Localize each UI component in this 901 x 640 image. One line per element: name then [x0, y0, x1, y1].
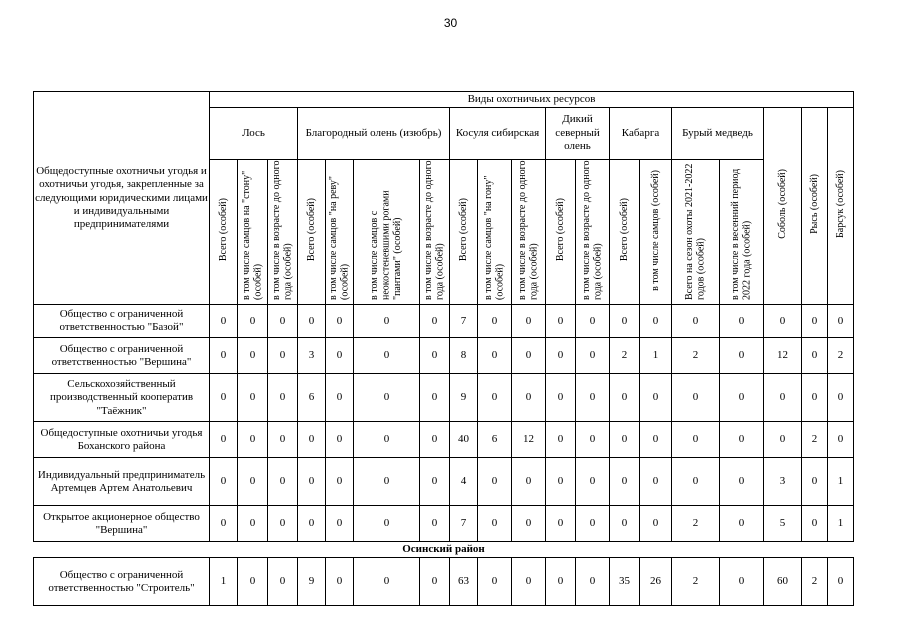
col-barsuk: Барсук (особей) — [828, 108, 854, 305]
table-cell: 0 — [326, 305, 354, 338]
table-cell: 0 — [764, 422, 802, 458]
table-cell: 0 — [512, 558, 546, 606]
table-cell: 35 — [610, 558, 640, 606]
table-cell: 2 — [802, 558, 828, 606]
table-cell: 2 — [802, 422, 828, 458]
sub-kosulya-total: Всего (особей) — [450, 160, 478, 305]
sub-los-samcy: в том числе самцов на "стону" (особей) — [238, 160, 268, 305]
page-number: 30 — [443, 16, 458, 30]
sub-kabarga-total: Всего (особей) — [610, 160, 640, 305]
table-cell: 0 — [354, 338, 420, 374]
table-cell: 0 — [720, 374, 764, 422]
table-cell: 0 — [610, 458, 640, 506]
table-cell: 0 — [210, 305, 238, 338]
table-cell: 63 — [450, 558, 478, 606]
table-cell: 0 — [512, 305, 546, 338]
table-cell: 0 — [478, 558, 512, 606]
table-cell: 0 — [298, 422, 326, 458]
table-cell: 0 — [326, 422, 354, 458]
sub-olen-total: Всего (особей) — [298, 160, 326, 305]
table-cell: 0 — [512, 458, 546, 506]
table-cell: 0 — [238, 422, 268, 458]
table-cell: 0 — [326, 338, 354, 374]
table-cell: 0 — [420, 338, 450, 374]
sub-medved-sezon: Всего на сезон охоты 2021-2022 годов (особей) — [672, 160, 720, 305]
table-cell: 0 — [326, 506, 354, 542]
table-cell: 6 — [478, 422, 512, 458]
table-cell: 9 — [450, 374, 478, 422]
table-cell: 0 — [420, 558, 450, 606]
table-cell: 0 — [640, 374, 672, 422]
table-cell: 2 — [672, 338, 720, 374]
table-cell: 0 — [210, 338, 238, 374]
table-cell: 0 — [238, 338, 268, 374]
table-cell: 0 — [828, 558, 854, 606]
table-cell: 0 — [576, 558, 610, 606]
table-cell: 0 — [720, 558, 764, 606]
group-dikiy-olen: Дикий северный олень — [546, 108, 610, 160]
table-cell: 12 — [764, 338, 802, 374]
table-cell: 40 — [450, 422, 478, 458]
group-kosulya: Косуля сибирская — [450, 108, 546, 160]
table-cell: 2 — [828, 338, 854, 374]
table-cell: 2 — [610, 338, 640, 374]
table-cell: 0 — [610, 374, 640, 422]
table-cell: 2 — [672, 506, 720, 542]
table-cell: 0 — [268, 458, 298, 506]
table-cell: 26 — [640, 558, 672, 606]
sub-olen-do-goda: в том числе в возрасте до одного года (особей) — [420, 160, 450, 305]
table-cell: 0 — [546, 558, 576, 606]
org-name: Индивидуальный предприниматель Артемцев Артем Анатольевич — [34, 458, 210, 506]
table-cell: 3 — [764, 458, 802, 506]
table-cell: 0 — [828, 422, 854, 458]
table-cell: 0 — [576, 422, 610, 458]
table-cell: 0 — [720, 305, 764, 338]
table-cell: 0 — [720, 338, 764, 374]
org-name: Общедоступные охотничьи угодья Боханского района — [34, 422, 210, 458]
sub-olen-panty: в том числе самцов с неокостеневшими рогами "пантами" (особей) — [354, 160, 420, 305]
sub-medved-vesna: в том числе в весенний период 2022 года (особей) — [720, 160, 764, 305]
table-cell: 1 — [640, 338, 672, 374]
table-cell: 0 — [576, 458, 610, 506]
table-cell: 1 — [828, 506, 854, 542]
table-cell: 0 — [238, 305, 268, 338]
region-heading: Осинский район — [402, 543, 485, 556]
table-cell: 0 — [354, 422, 420, 458]
table-cell: 0 — [546, 458, 576, 506]
org-name: Общество с ограниченной ответственностью "Строитель" — [34, 558, 210, 606]
table-cell: 0 — [720, 458, 764, 506]
table-cell: 0 — [238, 374, 268, 422]
table-cell: 0 — [512, 506, 546, 542]
table-cell: 0 — [238, 558, 268, 606]
group-medved: Бурый медведь — [672, 108, 764, 160]
table-cell: 0 — [672, 305, 720, 338]
table-cell: 0 — [802, 506, 828, 542]
table-cell: 0 — [210, 374, 238, 422]
table-cell: 60 — [764, 558, 802, 606]
table-cell: 0 — [238, 458, 268, 506]
table-cell: 0 — [672, 374, 720, 422]
table-cell: 0 — [546, 506, 576, 542]
group-olen: Благородный олень (изюбрь) — [298, 108, 450, 160]
col-rys: Рысь (особей) — [802, 108, 828, 305]
table-cell: 7 — [450, 305, 478, 338]
table-cell: 1 — [210, 558, 238, 606]
table-cell: 0 — [610, 506, 640, 542]
table-cell: 0 — [764, 374, 802, 422]
group-kabarga: Кабарга — [610, 108, 672, 160]
table-cell: 3 — [298, 338, 326, 374]
table-row — [34, 558, 854, 606]
table-cell: 0 — [420, 374, 450, 422]
table-row — [34, 338, 854, 374]
table-cell: 0 — [298, 305, 326, 338]
org-name: Открытое акционерное общество "Вершина" — [34, 506, 210, 542]
table-cell: 0 — [672, 458, 720, 506]
table-cell: 0 — [610, 305, 640, 338]
table-cell: 0 — [478, 374, 512, 422]
sub-olen-revu: в том числе самцов "на реву" (особей) — [326, 160, 354, 305]
table-cell: 0 — [268, 374, 298, 422]
sub-los-do-goda: в том числе в возрасте до одного года (особей) — [268, 160, 298, 305]
table-cell: 0 — [478, 338, 512, 374]
table-cell: 0 — [576, 374, 610, 422]
table-row — [34, 374, 854, 422]
table-cell: 4 — [450, 458, 478, 506]
table-cell: 0 — [326, 458, 354, 506]
table-cell: 0 — [210, 458, 238, 506]
sub-kosulya-gonu: в том числе самцов "на гону" (особей) — [478, 160, 512, 305]
table-cell: 0 — [546, 374, 576, 422]
table-cell: 0 — [420, 506, 450, 542]
table-cell: 0 — [546, 338, 576, 374]
table-cell: 8 — [450, 338, 478, 374]
table-cell: 6 — [298, 374, 326, 422]
table-cell: 0 — [478, 305, 512, 338]
table-cell: 0 — [828, 305, 854, 338]
table-cell: 0 — [828, 374, 854, 422]
table-cell: 0 — [672, 422, 720, 458]
org-name: Общество с ограниченной ответственностью "Вершина" — [34, 338, 210, 374]
table-cell: 12 — [512, 422, 546, 458]
org-name: Общество с ограниченной ответственностью "Базой" — [34, 305, 210, 338]
table-cell: 0 — [764, 305, 802, 338]
table-cell: 0 — [576, 506, 610, 542]
table-cell: 0 — [546, 305, 576, 338]
table-cell: 0 — [640, 506, 672, 542]
table-cell: 0 — [420, 422, 450, 458]
table-cell: 7 — [450, 506, 478, 542]
table-cell: 0 — [640, 422, 672, 458]
table-cell: 0 — [326, 374, 354, 422]
table-row — [34, 422, 854, 458]
col-sobol: Соболь (особей) — [764, 108, 802, 305]
group-los: Лось — [210, 108, 298, 160]
table-cell: 0 — [298, 506, 326, 542]
resources-title: Виды охотничьих ресурсов — [210, 92, 854, 108]
table-cell: 0 — [210, 506, 238, 542]
table-cell: 0 — [478, 458, 512, 506]
table-row — [34, 458, 854, 506]
table-cell: 0 — [268, 305, 298, 338]
sub-los-total: Всего (особей) — [210, 160, 238, 305]
table-cell: 0 — [720, 422, 764, 458]
table-cell: 0 — [720, 506, 764, 542]
sub-kabarga-samcy: в том числе самцов (особей) — [640, 160, 672, 305]
table-cell: 0 — [354, 374, 420, 422]
sub-dikiy-do-goda: в том числе в возрасте до одного года (особей) — [576, 160, 610, 305]
table-cell: 0 — [326, 558, 354, 606]
org-column-header: Общедоступные охотничьи угодья и охотничьи угодья, закрепленные за следующими юридическими лицами и индивидуальными предпринимателями — [34, 92, 210, 305]
table-row — [34, 305, 854, 338]
table-cell: 0 — [802, 338, 828, 374]
sub-kosulya-do-goda: в том числе в возрасте до одного года (особей) — [512, 160, 546, 305]
sub-dikiy-total: Всего (особей) — [546, 160, 576, 305]
table-cell: 0 — [354, 506, 420, 542]
table-cell: 0 — [512, 338, 546, 374]
org-name: Сельскохозяйственный производственный кооператив "Таёжник" — [34, 374, 210, 422]
table-cell: 0 — [268, 506, 298, 542]
table-cell: 0 — [210, 422, 238, 458]
table-cell: 0 — [478, 506, 512, 542]
table-cell: 0 — [802, 305, 828, 338]
table-cell: 0 — [238, 506, 268, 542]
table-cell: 0 — [354, 558, 420, 606]
table-cell: 0 — [576, 305, 610, 338]
table-cell: 0 — [640, 305, 672, 338]
table-cell: 0 — [802, 374, 828, 422]
table-cell: 0 — [420, 305, 450, 338]
table-cell: 0 — [298, 458, 326, 506]
table-cell: 0 — [268, 422, 298, 458]
table-cell: 5 — [764, 506, 802, 542]
table-cell: 9 — [298, 558, 326, 606]
table-cell: 0 — [268, 558, 298, 606]
table-cell: 0 — [546, 422, 576, 458]
table-cell: 0 — [268, 338, 298, 374]
table-cell: 1 — [828, 458, 854, 506]
table-cell: 0 — [802, 458, 828, 506]
hunting-resources-table — [33, 91, 854, 606]
table-cell: 0 — [354, 305, 420, 338]
table-cell: 0 — [354, 458, 420, 506]
table-cell: 0 — [576, 338, 610, 374]
table-cell: 2 — [672, 558, 720, 606]
table-cell: 0 — [640, 458, 672, 506]
table-cell: 0 — [610, 422, 640, 458]
table-cell: 0 — [420, 458, 450, 506]
table-row — [34, 506, 854, 542]
table-cell: 0 — [512, 374, 546, 422]
